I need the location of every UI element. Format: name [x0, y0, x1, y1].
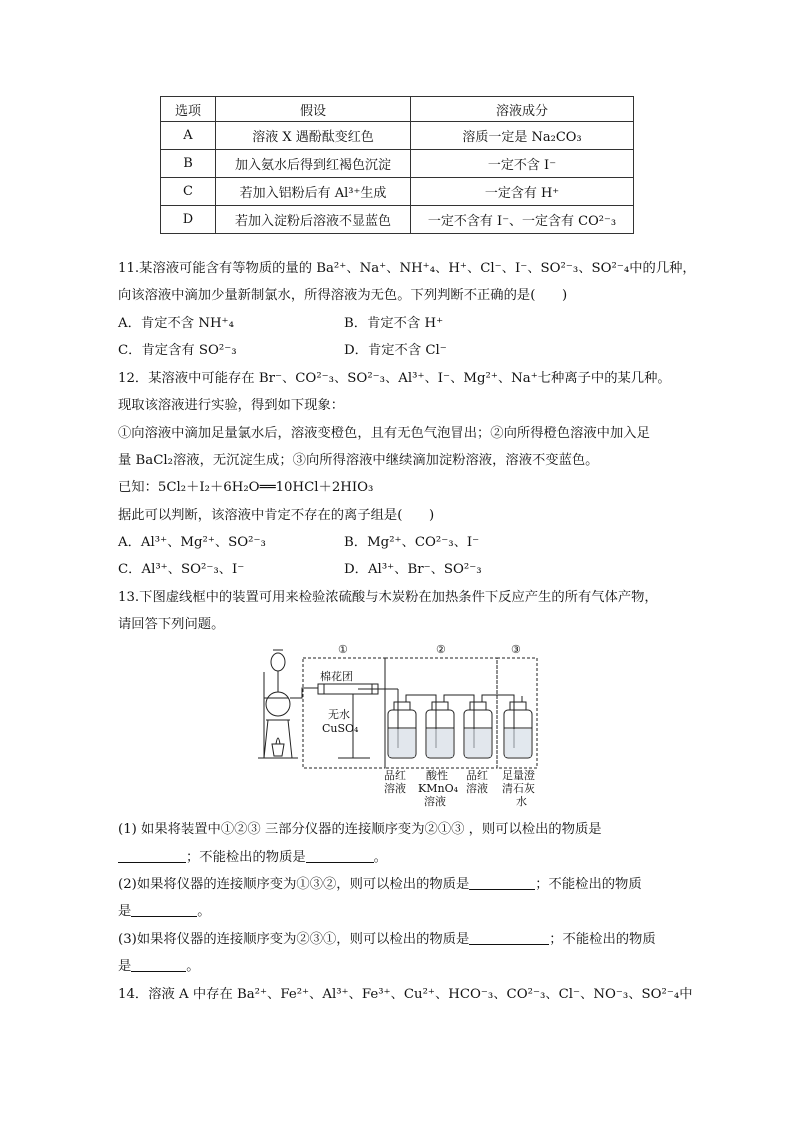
bottle-4-label-line2: 清石灰 — [502, 782, 535, 795]
table-row — [161, 150, 634, 178]
table-cell: 一定含有 H⁺ — [411, 178, 634, 206]
table-cell: C — [161, 178, 216, 206]
anhydrous-label: 无水 — [328, 708, 350, 721]
table-cell: 一定不含 I⁻ — [411, 150, 634, 178]
q13-part2-text-b: ；不能检出的物质 — [535, 877, 642, 892]
q13-part1-text: ；不能检出的物质是 — [186, 850, 306, 865]
q13-stem-line2: 请回答下列问题。 — [118, 617, 225, 632]
answer-blank[interactable] — [131, 902, 197, 917]
bottle-4-label-line3: 水 — [516, 795, 527, 808]
table-header-row — [161, 97, 634, 122]
q12-option-d: D．Al³⁺、Br⁻、SO²⁻₃ — [344, 562, 482, 577]
cotton-label: 棉花团 — [320, 670, 353, 683]
options-table — [160, 96, 634, 234]
q12-option-a: A．Al³⁺、Mg²⁺、SO²⁻₃ — [118, 535, 266, 550]
q11-option-a: A．肯定不含 NH⁺₄ — [118, 316, 234, 331]
q13-part3-line2 — [118, 957, 200, 977]
q12-stem-line4: 量 BaCl₂溶液，无沉淀生成；③向所得溶液中继续滴加淀粉溶液，溶液不变蓝色。 — [118, 453, 599, 468]
answer-blank[interactable] — [306, 848, 374, 863]
bottle-2-label-line3: 溶液 — [424, 795, 446, 808]
bottle-3-label-line2: 溶液 — [466, 782, 488, 795]
cuso4-label: CuSO₄ — [322, 722, 359, 735]
bottle-2-label-line2: KMnO₄ — [418, 782, 458, 795]
q13-part2-line1 — [118, 875, 642, 895]
period: 。 — [197, 904, 211, 919]
q11-stem-line1: 11.某溶液可能含有等物质的量的 Ba²⁺、Na⁺、NH⁺₄、H⁺、Cl⁻、I⁻、SO²⁻₃、SO²⁻₄中的几种， — [118, 261, 696, 276]
table-cell: 若加入淀粉后溶液不显蓝色 — [216, 206, 411, 234]
table-header: 假设 — [216, 97, 411, 122]
table-header: 溶液成分 — [411, 97, 634, 122]
q13-part2-text: (2)如果将仪器的连接顺序变为①③②，则可以检出的物质是 — [118, 877, 470, 892]
table-cell: A — [161, 122, 216, 150]
q12-stem-line1: 12．某溶液中可能存在 Br⁻、CO²⁻₃、SO²⁻₃、Al³⁺、I⁻、Mg²⁺、Na⁺七种离子中的某几种。 — [118, 371, 671, 386]
q13-part2-line2 — [118, 902, 211, 922]
q13-part1-line2 — [118, 848, 387, 868]
q13-part3-text-b: ；不能检出的物质 — [549, 932, 656, 947]
table-cell: D — [161, 206, 216, 234]
answer-blank[interactable] — [118, 848, 186, 863]
table-cell: 溶质一定是 Na₂CO₃ — [411, 122, 634, 150]
q13-part1-line1: (1) 如果将装置中①②③ 三部分仪器的连接顺序变为②①③ ，则可以检出的物质是 — [118, 822, 602, 837]
box-2-label: ② — [436, 643, 446, 656]
q12-question: 据此可以判断，该溶液中肯定不存在的离子组是( ) — [118, 508, 435, 523]
q11-option-c: C．肯定含有 SO²⁻₃ — [118, 343, 237, 358]
box-3-label: ③ — [511, 643, 521, 656]
q11-option-d: D．肯定不含 Cl⁻ — [344, 343, 447, 358]
period: 。 — [373, 850, 387, 865]
q12-option-c: C．Al³⁺、SO²⁻₃、I⁻ — [118, 562, 245, 577]
table-row — [161, 178, 634, 206]
q14-stem-line1: 14．溶液 A 中存在 Ba²⁺、Fe²⁺、Al³⁺、Fe³⁺、Cu²⁺、HCO⁻₃、CO²⁻₃、Cl⁻、NO⁻₃、SO²⁻₄中 — [118, 987, 693, 1002]
answer-blank[interactable] — [469, 875, 535, 890]
table-row — [161, 206, 634, 234]
bottle-2-label-line1: 酸性 — [426, 769, 448, 782]
q11-stem-line2: 向该溶液中滴加少量新制氯水，所得溶液为无色。下列判断不正确的是( ) — [118, 288, 568, 303]
table-cell: 加入氨水后得到红褐色沉淀 — [216, 150, 411, 178]
box-1-label: ① — [338, 643, 348, 656]
q11-option-b: B．肯定不含 H⁺ — [344, 316, 444, 331]
q12-option-b: B．Mg²⁺、CO²⁻₃、I⁻ — [344, 535, 480, 550]
q12-known-equation: 已知：5Cl₂＋I₂＋6H₂O══10HCl＋2HIO₃ — [118, 480, 374, 495]
bottle-4-label-line1: 足量澄 — [502, 769, 535, 782]
bottle-1-label-line2: 溶液 — [384, 782, 406, 795]
table-cell: 一定不含有 I⁻、一定含有 CO²⁻₃ — [411, 206, 634, 234]
table-row — [161, 122, 634, 150]
bottle-3-label-line1: 品红 — [466, 769, 488, 782]
q13-part2-text-c: 是 — [118, 904, 132, 919]
apparatus-diagram — [258, 640, 542, 812]
q12-stem-line2: 现取该溶液进行实验，得到如下现象： — [118, 398, 345, 413]
answer-blank[interactable] — [469, 930, 549, 945]
period: 。 — [186, 959, 200, 974]
q13-part3-text-c: 是 — [118, 959, 132, 974]
table-cell: B — [161, 150, 216, 178]
table-cell: 溶液 X 遇酚酞变红色 — [216, 122, 411, 150]
answer-blank[interactable] — [131, 957, 186, 972]
bottle-1-label-line1: 品红 — [384, 769, 406, 782]
q13-stem-line1: 13.下图虚线框中的装置可用来检验浓硫酸与木炭粉在加热条件下反应产生的所有气体产物， — [118, 590, 658, 605]
table-cell: 若加入铝粉后有 Al³⁺生成 — [216, 178, 411, 206]
q13-part3-text: (3)如果将仪器的连接顺序变为②③①，则可以检出的物质是 — [118, 932, 470, 947]
q12-stem-line3: ①向溶液中滴加足量氯水后，溶液变橙色，且有无色气泡冒出；②向所得橙色溶液中加入足 — [118, 426, 650, 441]
q13-part3-line1 — [118, 930, 656, 950]
table-header: 选项 — [161, 97, 216, 122]
